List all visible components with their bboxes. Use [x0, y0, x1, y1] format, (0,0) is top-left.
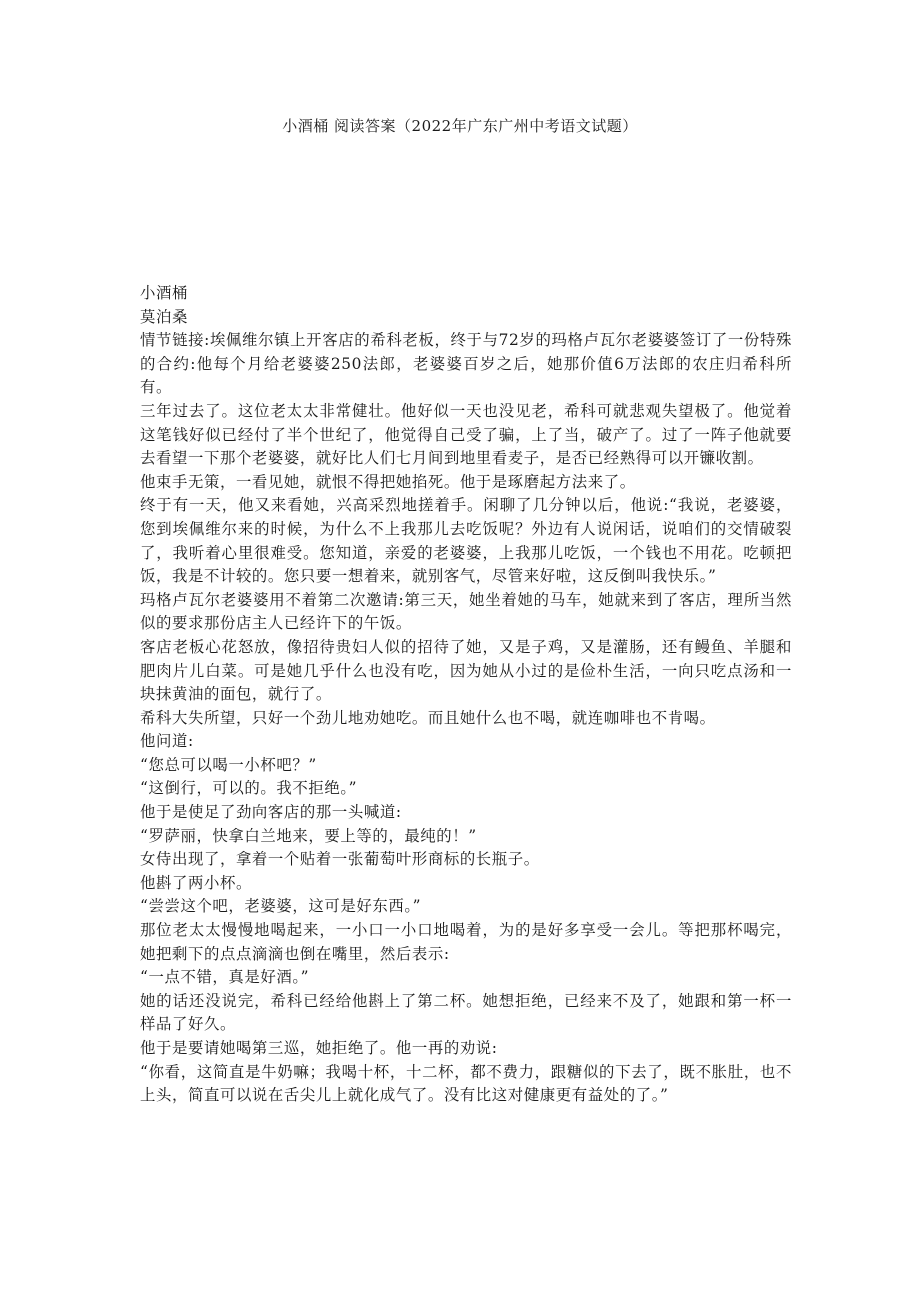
article-title: 小酒桶 [140, 284, 188, 302]
paragraph: 那位老太太慢慢地喝起来，一小口一小口地喝着，为的是好多享受一会儿。等把那杯喝完，她把剩下的点点滴滴也倒在嘴里，然后表示: [140, 921, 792, 963]
paragraph: “您总可以喝一小杯吧？” [140, 755, 317, 774]
paragraph: “这倒行，可以的。我不拒绝。” [140, 779, 358, 798]
paragraph: 他于是使足了劲向客店的那一头喊道: [140, 803, 402, 822]
paragraph: 玛格卢瓦尔老婆婆用不着第二次邀请:第三天，她坐着她的马车，她就来到了客店，理所当然似的要求那份店主人已经许下的午饭。 [140, 590, 792, 633]
paragraph: 他于是要请她喝第三巡，她拒绝了。他一再的劝说: [140, 1039, 498, 1057]
paragraph: 他问道: [140, 732, 194, 751]
paragraph: 情节链接:埃佩维尔镇上开客店的希科老板，终于与72岁的玛格卢瓦尔老婆婆签订了一份特殊的合约:他每个月给老婆婆250法郎，老婆婆百岁之后，她那价值6万法郎的农庄归希科所有。 [140, 331, 792, 397]
paragraph: 他斟了两小杯。 [140, 873, 252, 892]
paragraph: 他束手无策，一看见她，就恨不得把她掐死。他于是琢磨起方法来了。 [140, 472, 636, 491]
paragraph: 客店老板心花怒放，像招待贵妇人似的招待了她，又是子鸡，又是灌肠，还有鳗鱼、羊腿和肥肉片儿白菜。可是她几乎什么也没有吃，因为她从小过的是俭朴生活，一向只吃点汤和一块抹黄油的面包，就行了。 [140, 637, 792, 704]
paragraph: 终于有一天，他又来看她，兴高采烈地搓着手。闲聊了几分钟以后，他说:“我说，老婆婆，您到埃佩维尔来的时候，为什么不上我那儿去吃饭呢？外边有人说闲话，说咱们的交情破裂了，我听着心里很难受。您知道，亲爱的老婆婆，上我那儿吃饭，一个钱也不用花。吃顿把饭，我是不计较的。您只要一想着来，就别客气，尽管来好啦，这反倒叫我快乐。” [140, 496, 792, 586]
paragraph: 女侍出现了，拿着一个贴着一张葡萄叶形商标的长瓶子。 [140, 850, 540, 869]
paragraph: 她的话还没说完，希科已经给他斟上了第二杯。她想拒绝，已经来不及了，她跟和第一杯一样品了好久。 [140, 991, 792, 1034]
paragraph: 希科大失所望，只好一个劲儿地劝她吃。而且她什么也不喝，就连咖啡也不肯喝。 [140, 708, 716, 727]
article-author: 莫泊桑 [140, 307, 188, 326]
paragraph: “罗萨丽，快拿白兰地来，要上等的，最纯的！” [140, 826, 477, 845]
paragraph: “你看，这简直是牛奶嘛；我喝十杯，十二杯，都不费力，跟糖似的下去了，既不胀肚，也不上头，简直可以说在舌尖儿上就化成气了。没有比这对健康更有益处的了。” [140, 1062, 792, 1105]
document-header-title: 小酒桶 阅读答案（2022年广东广州中考语文试题） [282, 117, 638, 135]
paragraph: “尝尝这个吧，老婆婆，这可是好东西。” [140, 897, 422, 916]
paragraph: 三年过去了。这位老太太非常健壮。他好似一天也没见老，希科可就悲观失望极了。他觉着这笔钱好似已经付了半个世纪了，他觉得自己受了骗，上了当，破产了。过了一阵子他就要去看望一下那个老婆婆，就好比人们七月间到地里看麦子，是否已经熟得可以开镰收割。 [140, 401, 792, 468]
paragraph: “一点不错，真是好酒。” [140, 968, 310, 987]
article-body [140, 282, 792, 1108]
